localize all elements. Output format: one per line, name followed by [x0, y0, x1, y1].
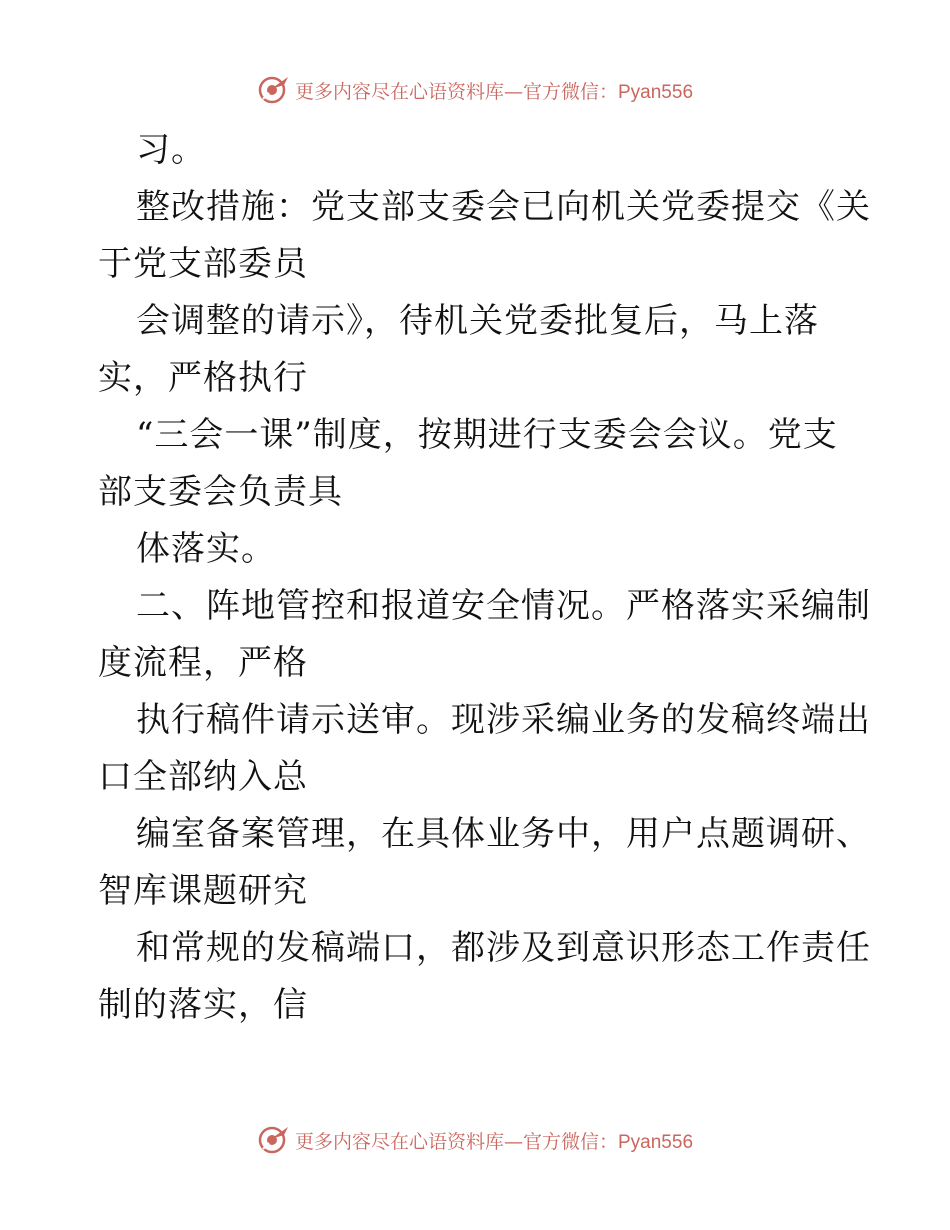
pen-nib-circle-icon — [257, 73, 291, 107]
page-header — [0, 70, 950, 110]
text-line-16: 制的落实，信 — [98, 985, 308, 1025]
text-line-14: 智库课题研究 — [98, 871, 308, 911]
text-line-9: 二、阵地管控和报道安全情况。严格落实采编制 — [136, 586, 871, 626]
header-banner-text — [295, 77, 693, 104]
footer-banner-wechat-id: Pyan556 — [618, 1131, 694, 1153]
pen-nib-circle-icon — [257, 1123, 291, 1157]
text-line-13: 编室备案管理，在具体业务中，用户点题调研、 — [136, 814, 871, 854]
text-line-4: 会调整的请示》，待机关党委批复后，马上落 — [136, 301, 819, 341]
footer-banner-main: 更多内容尽在心语资料库 — [294, 1130, 504, 1153]
text-line-6: “三会一课”制度，按期进行支委会会议。党支 — [136, 415, 838, 455]
footer-banner-separator: — — [503, 1130, 523, 1153]
text-line-1: 习。 — [136, 130, 206, 170]
text-line-7: 部支委会负责具 — [98, 472, 343, 512]
text-line-2: 整改措施：党支部支委会已向机关党委提交《关 — [136, 187, 871, 227]
header-banner-separator: — — [503, 80, 523, 103]
page-footer — [0, 1120, 950, 1160]
header-banner-wechat-id: Pyan556 — [618, 81, 694, 103]
footer-banner-wechat-label: 官方微信： — [522, 1130, 618, 1153]
document-body — [98, 122, 871, 1034]
text-line-8: 体落实。 — [136, 529, 276, 569]
footer-banner-text — [295, 1127, 693, 1154]
text-line-11: 执行稿件请示送审。现涉采编业务的发稿终端出 — [136, 700, 871, 740]
text-line-10: 度流程，严格 — [98, 643, 308, 683]
header-banner — [257, 73, 693, 107]
footer-banner — [257, 1123, 693, 1157]
header-banner-wechat-label: 官方微信： — [522, 80, 618, 103]
text-line-5: 实，严格执行 — [98, 358, 308, 398]
text-line-3: 于党支部委员 — [98, 244, 308, 284]
text-line-12: 口全部纳入总 — [98, 757, 308, 797]
header-banner-main: 更多内容尽在心语资料库 — [294, 80, 504, 103]
text-line-15: 和常规的发稿端口，都涉及到意识形态工作责任 — [136, 928, 871, 968]
